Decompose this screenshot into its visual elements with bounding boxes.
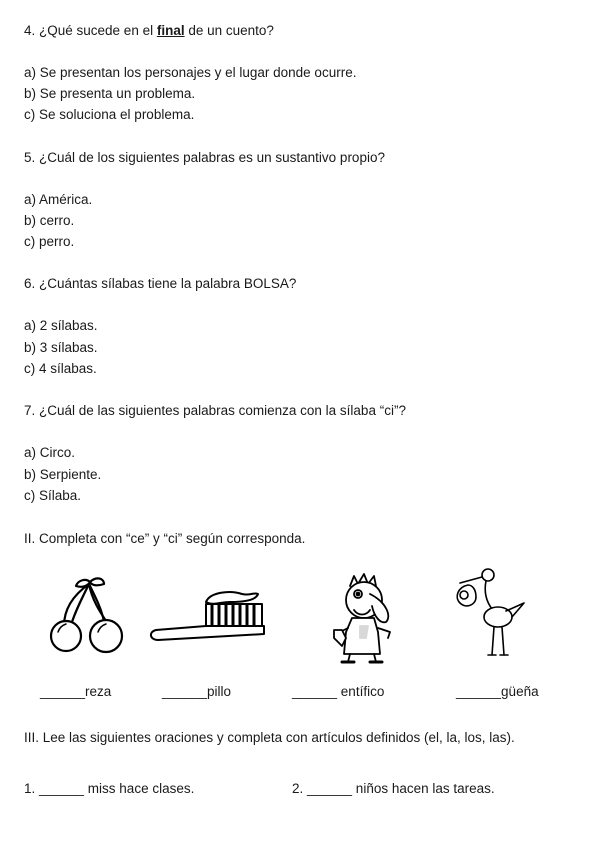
- q5-option-a[interactable]: a) América.: [24, 192, 93, 207]
- question-5: 5. ¿Cuál de los siguientes palabras es un sustantivo propio?: [24, 150, 385, 165]
- section-2-title: II. Completa con “ce” y “ci” según corresponda.: [24, 531, 306, 546]
- blank-cereza[interactable]: ______reza: [40, 684, 112, 699]
- q6-option-b[interactable]: b) 3 sílabas.: [24, 340, 98, 355]
- q5-option-b[interactable]: b) cerro.: [24, 213, 75, 228]
- q4-option-b[interactable]: b) Se presenta un problema.: [24, 86, 196, 101]
- q6-option-a[interactable]: a) 2 sílabas.: [24, 318, 98, 333]
- q7-option-a[interactable]: a) Circo.: [24, 445, 76, 460]
- q4-option-a[interactable]: a) Se presentan los personajes y el lugar donde ocurre.: [24, 65, 357, 80]
- stork-icon: [446, 567, 534, 659]
- toothbrush-icon: [146, 584, 270, 646]
- blank-cientifico[interactable]: ______ entífico: [292, 684, 385, 699]
- q6-option-c[interactable]: c) 4 sílabas.: [24, 361, 97, 376]
- question-4: 4. ¿Qué sucede en el final de un cuento?: [24, 23, 274, 38]
- blank-ciguena[interactable]: ______güeña: [456, 684, 539, 699]
- sentence-1[interactable]: 1. ______ miss hace clases.: [24, 781, 195, 796]
- q4-option-c[interactable]: c) Se soluciona el problema.: [24, 107, 195, 122]
- cherry-icon: [42, 572, 138, 654]
- scientist-icon: [330, 572, 414, 664]
- blank-cepillo[interactable]: ______pillo: [162, 684, 232, 699]
- q7-option-c[interactable]: c) Sílaba.: [24, 488, 82, 503]
- q7-option-b[interactable]: b) Serpiente.: [24, 467, 102, 482]
- question-7: 7. ¿Cuál de las siguientes palabras comienza con la sílaba “ci”?: [24, 403, 406, 418]
- sentence-2[interactable]: 2. ______ niños hacen las tareas.: [292, 781, 495, 796]
- emphasis-word: final: [156, 23, 185, 38]
- section-3-title: III. Lee las siguientes oraciones y completa con artículos definidos (el, la, los, las).: [24, 730, 515, 745]
- q5-option-c[interactable]: c) perro.: [24, 234, 75, 249]
- question-6: 6. ¿Cuántas sílabas tiene la palabra BOLSA?: [24, 276, 297, 291]
